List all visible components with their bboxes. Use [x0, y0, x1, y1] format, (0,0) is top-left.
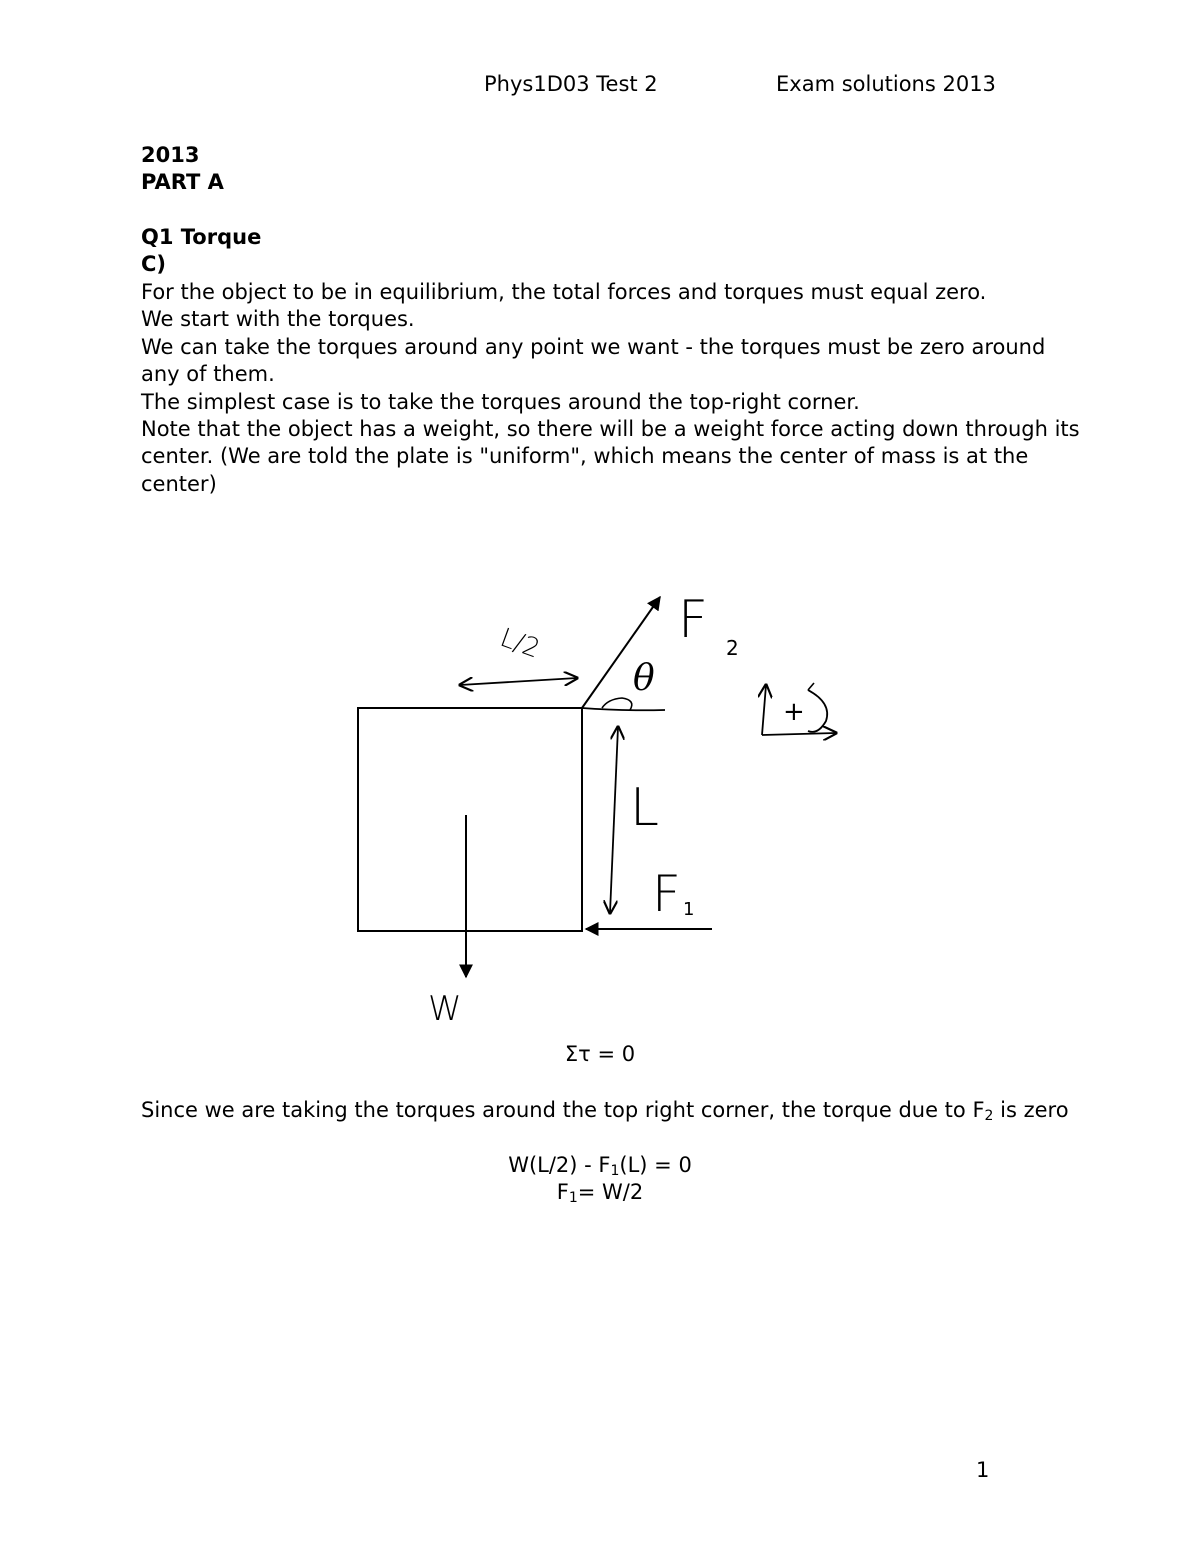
- length-arrow: [610, 727, 618, 913]
- torque-balance-equation: [0, 1152, 1200, 1179]
- sign-convention-icon: [762, 683, 836, 735]
- f1-label: F: [652, 865, 681, 923]
- theta-label: θ: [633, 658, 655, 699]
- sign-plus-label: +: [783, 697, 805, 727]
- year-heading: 2013: [141, 143, 200, 167]
- eq1-left: W(L/2) - F: [508, 1153, 611, 1177]
- f2-torque-statement: [141, 1097, 1081, 1124]
- eq1-right: (L) = 0: [619, 1153, 692, 1177]
- answer-choice: C): [141, 252, 167, 276]
- statement-text-end: is zero: [993, 1098, 1069, 1122]
- statement-subscript: 2: [984, 1108, 994, 1124]
- page-number: 1: [976, 1458, 990, 1482]
- statement-text: Since we are taking the torques around the top right corner, the torque due to F: [141, 1098, 985, 1122]
- explanation-line: The simplest case is to take the torques around the top-right corner.: [141, 389, 860, 414]
- angle-arc: [602, 698, 632, 710]
- header-course-title: Phys1D03 Test 2: [484, 72, 658, 96]
- f2-label-subscript: 2: [726, 636, 739, 660]
- torque-diagram: [340, 585, 860, 1035]
- explanation-line: We start with the torques.: [141, 307, 415, 332]
- f1-result-equation: [0, 1179, 1200, 1206]
- eq2-right: = W/2: [577, 1180, 644, 1204]
- weight-label: W: [428, 989, 462, 1029]
- eq2-left: F: [556, 1180, 569, 1204]
- eq1-subscript: 1: [610, 1163, 620, 1179]
- half-length-label: L/2: [496, 622, 544, 665]
- explanation-line: For the object to be in equilibrium, the total forces and torques must equal zero.: [141, 280, 987, 304]
- explanation-line: Note that the object has a weight, so there will be a weight force acting down through its center. (We are told the plate is "uniform", which means the center of mass is at the center): [141, 417, 1080, 496]
- part-heading: PART A: [141, 170, 224, 194]
- sum-torque-equation: Στ = 0: [564, 1042, 636, 1066]
- length-label: L: [630, 778, 659, 838]
- f2-label: F: [678, 590, 708, 650]
- plate-square: [358, 708, 582, 931]
- header-doc-title: Exam solutions 2013: [776, 72, 996, 96]
- explanation-text: [141, 279, 1081, 498]
- explanation-line: We can take the torques around any point we want - the torques must be zero around any of them.: [141, 334, 1046, 387]
- question-heading: Q1 Torque: [141, 225, 262, 249]
- f1-label-subscript: 1: [683, 899, 695, 920]
- eq2-subscript: 1: [568, 1190, 578, 1206]
- horizontal-reference-line: [582, 708, 665, 710]
- half-length-arrow: [460, 678, 577, 685]
